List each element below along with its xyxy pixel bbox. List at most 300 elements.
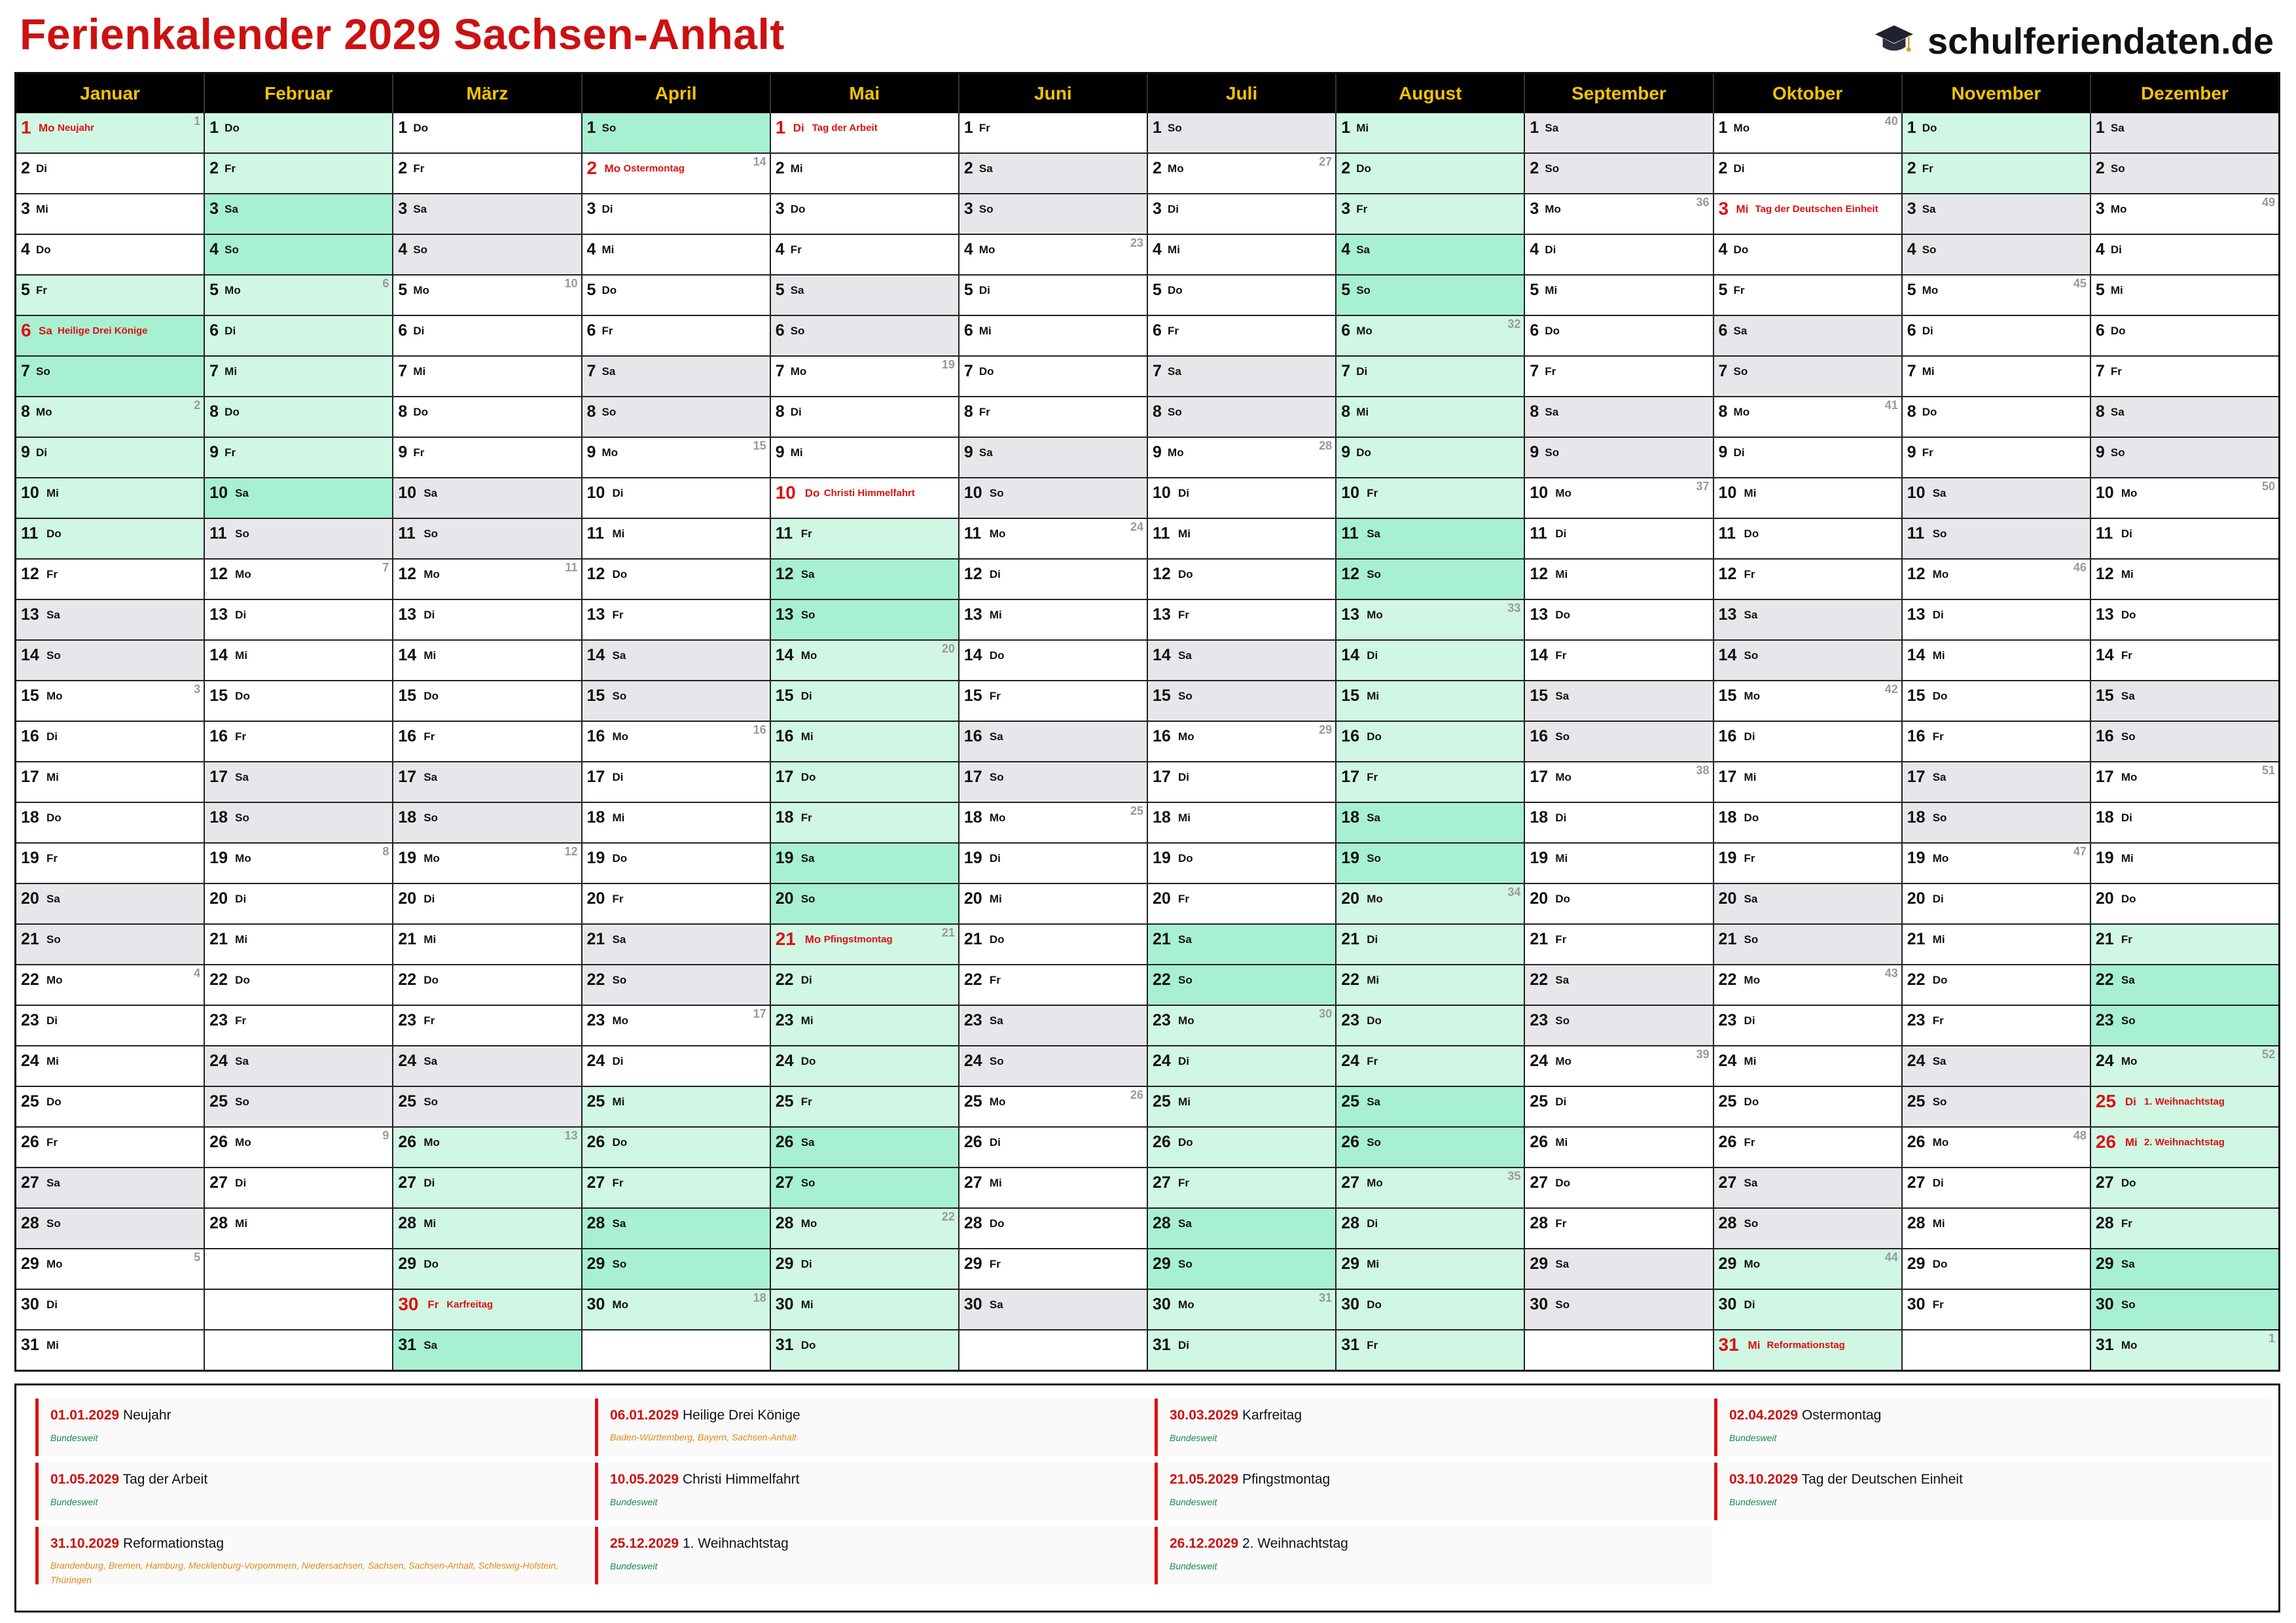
day-cell <box>16 1006 204 1046</box>
weekday-label: Mo <box>1367 893 1383 905</box>
legend-holiday-name: Christi Himmelfahrt <box>682 1472 800 1487</box>
day-cell <box>583 357 770 397</box>
week-number: 18 <box>753 1291 766 1304</box>
day-cell <box>1903 1128 2090 1168</box>
month-header: August <box>1336 74 1525 113</box>
day-number: 5 <box>1907 281 1916 299</box>
weekday-label: Fr <box>1168 325 1179 337</box>
weekday-label: Di <box>423 1177 435 1189</box>
page-title: Ferienkalender 2029 Sachsen-Anhalt <box>20 10 785 58</box>
day-cell <box>16 884 204 925</box>
day-cell <box>393 641 581 681</box>
day-cell <box>16 357 204 397</box>
day-number: 19 <box>21 849 39 867</box>
day-cell <box>1525 154 1712 194</box>
day-number: 17 <box>1907 768 1926 786</box>
day-number: 30 <box>2095 1295 2114 1313</box>
weekday-label: Di <box>36 446 47 459</box>
week-number: 5 <box>194 1251 201 1264</box>
day-cell <box>1903 397 2090 438</box>
day-number: 10 <box>586 484 605 502</box>
day-cell <box>583 397 770 438</box>
day-number: 24 <box>21 1052 39 1070</box>
day-cell <box>771 641 958 681</box>
day-cell <box>583 600 770 641</box>
day-cell <box>583 1006 770 1046</box>
weekday-label: Do <box>46 1096 62 1108</box>
legend-item <box>595 1527 1153 1584</box>
day-cell <box>960 1249 1147 1290</box>
day-cell <box>16 844 204 884</box>
day-cell <box>16 681 204 722</box>
day-cell <box>16 154 204 194</box>
day-cell <box>205 925 392 965</box>
weekday-label: Mo <box>978 243 996 256</box>
day-number: 24 <box>2095 1052 2114 1070</box>
day-cell <box>2091 560 2278 600</box>
day-number: 31 <box>1718 1334 1739 1355</box>
week-number: 47 <box>2073 845 2087 858</box>
weekday-label: Fr <box>800 527 812 540</box>
weekday-label: Sa <box>800 568 815 580</box>
day-number: 9 <box>1153 443 1162 461</box>
day-number: 30 <box>586 1295 605 1313</box>
day-number: 8 <box>775 402 785 421</box>
day-number: 17 <box>2095 768 2114 786</box>
day-cell <box>583 1046 770 1087</box>
month-header: April <box>583 74 771 113</box>
day-number: 18 <box>21 808 39 827</box>
month-header: November <box>1903 74 2091 113</box>
day-cell <box>205 965 392 1006</box>
day-cell <box>1525 478 1712 519</box>
day-cell <box>1148 397 1335 438</box>
day-cell <box>583 519 770 560</box>
weekday-label: Mo <box>235 1136 251 1149</box>
weekday-label: Do <box>978 365 994 378</box>
week-number: 22 <box>941 1210 955 1223</box>
day-number: 24 <box>1718 1052 1737 1070</box>
day-number: 27 <box>586 1173 605 1192</box>
day-number: 27 <box>209 1173 228 1192</box>
weekday-label: Fr <box>1932 1014 1944 1027</box>
day-cell <box>1903 600 2090 641</box>
day-number: 14 <box>1530 646 1549 664</box>
day-number: 1 <box>963 118 973 137</box>
day-cell <box>771 722 958 762</box>
day-cell <box>1525 681 1712 722</box>
day-number: 19 <box>1530 849 1549 867</box>
day-cell <box>393 560 581 600</box>
day-number: 8 <box>21 402 30 421</box>
weekday-label: So <box>413 243 428 256</box>
weekday-label: Mo <box>1178 730 1194 743</box>
weekday-label: Do <box>46 812 62 824</box>
day-cell <box>1714 844 1901 884</box>
day-cell <box>205 235 392 276</box>
day-number: 29 <box>963 1255 982 1273</box>
weekday-label: Mi <box>1168 243 1180 256</box>
weekday-label: Do <box>46 527 62 540</box>
weekday-label: Mo <box>989 527 1006 540</box>
day-cell <box>1525 316 1712 357</box>
weekday-label: Do <box>36 243 51 256</box>
weekday-label: Mi <box>1178 527 1191 540</box>
day-cell <box>16 1330 204 1370</box>
weekday-label: Mo <box>1178 1298 1194 1311</box>
week-number: 50 <box>2262 480 2276 493</box>
day-number: 28 <box>2095 1214 2114 1232</box>
day-number: 21 <box>1153 930 1171 948</box>
day-cell <box>1903 438 2090 478</box>
day-cell <box>205 884 392 925</box>
day-number: 13 <box>1341 605 1360 624</box>
day-cell <box>960 1006 1147 1046</box>
day-number: 14 <box>209 646 228 664</box>
day-number: 6 <box>1718 321 1728 340</box>
day-number: 6 <box>21 320 31 340</box>
day-cell <box>1714 965 1901 1006</box>
day-cell <box>960 1046 1147 1087</box>
day-cell <box>1148 276 1335 316</box>
week-number: 49 <box>2262 196 2276 209</box>
legend-scope: Bundesweit <box>50 1433 98 1443</box>
day-cell <box>393 600 581 641</box>
weekday-label: Sa <box>612 933 626 946</box>
day-number: 27 <box>775 1173 794 1192</box>
weekday-label: Sa <box>601 365 616 378</box>
day-number: 3 <box>1530 200 1539 218</box>
weekday-label: Mi <box>46 1055 59 1067</box>
week-number: 38 <box>1696 764 1710 777</box>
day-number: 4 <box>963 240 973 259</box>
day-number: 24 <box>963 1052 982 1070</box>
day-cell <box>2091 478 2278 519</box>
day-number: 1 <box>1907 118 1916 137</box>
weekday-label: Mo <box>1733 406 1750 418</box>
day-number: 28 <box>1718 1214 1737 1232</box>
weekday-label: Fr <box>413 162 425 175</box>
day-number: 10 <box>775 482 796 503</box>
day-cell <box>583 438 770 478</box>
weekday-label: Do <box>1178 1136 1193 1149</box>
day-cell <box>2091 154 2278 194</box>
day-cell <box>771 1168 958 1209</box>
weekday-label: Mo <box>46 1258 63 1270</box>
weekday-label: Mi <box>1367 974 1380 986</box>
day-cell <box>583 681 770 722</box>
day-cell <box>1714 600 1901 641</box>
day-number: 10 <box>1341 484 1360 502</box>
weekday-label: Mo <box>1178 1014 1194 1027</box>
weekday-label: Fr <box>790 243 802 256</box>
day-cell <box>960 681 1147 722</box>
weekday-label: Fr <box>46 1136 58 1149</box>
weekday-label: Mo <box>413 284 429 296</box>
day-cell <box>1336 316 1524 357</box>
weekday-label: Do <box>224 122 240 134</box>
weekday-label: Di <box>1545 243 1556 256</box>
weekday-label: Sa <box>2110 406 2125 418</box>
day-number: 6 <box>209 321 219 340</box>
weekday-label: So <box>2110 162 2125 175</box>
day-cell <box>771 884 958 925</box>
day-number: 20 <box>1718 889 1737 908</box>
week-number: 31 <box>1319 1291 1333 1304</box>
weekday-label: Fr <box>1367 1055 1378 1067</box>
holiday-name: Christi Himmelfahrt <box>823 488 915 499</box>
day-number: 11 <box>1718 524 1736 543</box>
day-cell <box>960 357 1147 397</box>
day-cell <box>1148 965 1335 1006</box>
day-number: 21 <box>775 929 796 949</box>
day-cell <box>205 397 392 438</box>
day-number: 20 <box>2095 889 2114 908</box>
day-cell <box>1148 600 1335 641</box>
day-cell <box>960 1128 1147 1168</box>
day-number: 8 <box>209 402 219 421</box>
day-number: 18 <box>2095 808 2114 827</box>
weekday-label: Di <box>2110 243 2122 256</box>
day-cell <box>1525 519 1712 560</box>
day-cell <box>1525 1290 1712 1330</box>
day-cell <box>1336 113 1524 154</box>
day-number: 2 <box>586 158 598 178</box>
legend-heading <box>1170 1536 1348 1552</box>
weekday-label: So <box>601 122 617 134</box>
day-cell <box>205 276 392 316</box>
weekday-label: Do <box>804 487 820 499</box>
day-number: 15 <box>1153 687 1171 705</box>
week-number: 24 <box>1130 520 1144 533</box>
day-cell <box>1714 1290 1901 1330</box>
weekday-label: Mi <box>235 649 248 662</box>
day-number: 18 <box>775 808 794 827</box>
legend-scope: Baden-Württemberg, Bayern, Sachsen-Anhalt <box>610 1432 797 1442</box>
day-cell <box>16 478 204 519</box>
week-number: 27 <box>1319 155 1333 168</box>
day-cell <box>960 276 1147 316</box>
weekday-label: Di <box>1367 649 1378 662</box>
day-number: 27 <box>21 1173 39 1192</box>
weekday-label: Mi <box>612 527 625 540</box>
weekday-label: Di <box>612 1055 624 1067</box>
weekday-label: Do <box>1178 568 1193 580</box>
day-number: 21 <box>586 930 605 948</box>
day-number: 9 <box>21 443 30 461</box>
day-cell <box>771 154 958 194</box>
day-cell <box>1714 641 1901 681</box>
day-number: 17 <box>398 768 417 786</box>
legend-scope: Bundesweit <box>1170 1433 1217 1443</box>
day-number: 30 <box>1341 1295 1360 1313</box>
weekday-label: Fr <box>224 162 236 175</box>
day-cell <box>771 438 958 478</box>
day-number: 26 <box>1341 1133 1360 1151</box>
weekday-label: Mi <box>612 812 625 824</box>
weekday-label: Fr <box>1932 730 1944 743</box>
day-number: 15 <box>586 687 605 705</box>
weekday-label: Mi <box>790 446 803 459</box>
weekday-label: Sa <box>989 730 1003 743</box>
day-number: 11 <box>1153 524 1170 543</box>
day-cell <box>1903 560 2090 600</box>
day-cell <box>1336 965 1524 1006</box>
day-number: 9 <box>209 443 219 461</box>
month-column <box>205 113 393 1370</box>
weekday-label: Di <box>46 1298 58 1311</box>
weekday-label: So <box>1178 690 1193 702</box>
day-cell <box>1525 397 1712 438</box>
weekday-label: Di <box>1932 893 1944 905</box>
week-number: 41 <box>1884 399 1898 412</box>
weekday-label: Mi <box>235 1217 248 1230</box>
day-number: 2 <box>2095 159 2105 177</box>
day-cell <box>1148 681 1335 722</box>
brand[interactable] <box>1874 14 2274 67</box>
day-cell <box>960 397 1147 438</box>
day-number: 19 <box>1718 849 1737 867</box>
weekday-label: Mo <box>423 1136 440 1149</box>
day-number: 22 <box>1153 971 1171 989</box>
day-number: 2 <box>1718 159 1728 177</box>
day-cell <box>16 925 204 965</box>
legend-heading <box>610 1472 799 1488</box>
weekday-label: Mo <box>612 1014 629 1027</box>
day-cell <box>1336 357 1524 397</box>
week-number: 29 <box>1319 723 1333 736</box>
day-cell <box>771 762 958 803</box>
weekday-label: Mi <box>800 1014 814 1027</box>
day-number: 2 <box>775 159 785 177</box>
weekday-label: Sa <box>423 1055 438 1067</box>
day-number: 3 <box>398 200 408 218</box>
day-cell <box>771 600 958 641</box>
weekday-label: Do <box>612 568 628 580</box>
week-number: 14 <box>753 155 766 168</box>
day-cell <box>1525 1168 1712 1209</box>
day-cell <box>205 1209 392 1249</box>
weekday-label: Mi <box>413 365 426 378</box>
day-number: 26 <box>1907 1133 1926 1151</box>
day-number: 29 <box>21 1255 39 1273</box>
day-number: 2 <box>398 159 408 177</box>
weekday-label: Sa <box>1178 649 1192 662</box>
weekday-label: Do <box>1555 893 1571 905</box>
weekday-label: So <box>612 690 627 702</box>
week-number: 1 <box>194 115 201 128</box>
day-number: 16 <box>1341 727 1360 745</box>
weekday-label: Fr <box>2121 1217 2132 1230</box>
day-number: 28 <box>775 1214 794 1232</box>
day-number: 14 <box>1153 646 1171 664</box>
day-cell <box>583 316 770 357</box>
legend-item <box>595 1463 1153 1520</box>
day-number: 12 <box>1907 565 1926 583</box>
day-cell <box>1714 194 1901 235</box>
day-number: 24 <box>586 1052 605 1070</box>
calendar-grid <box>14 72 2280 1372</box>
day-number: 16 <box>398 727 417 745</box>
weekday-label: Fr <box>427 1298 439 1311</box>
weekday-label: Di <box>235 1177 247 1189</box>
legend-heading <box>1729 1472 1963 1488</box>
week-number: 6 <box>382 277 389 290</box>
day-cell <box>1525 194 1712 235</box>
day-number: 18 <box>398 808 417 827</box>
day-number: 27 <box>1718 1173 1737 1192</box>
day-cell <box>1336 1330 1524 1370</box>
weekday-label: Do <box>1744 527 1759 540</box>
weekday-label: Mo <box>1356 325 1372 337</box>
day-cell <box>583 641 770 681</box>
day-number: 15 <box>2095 687 2114 705</box>
weekday-label: So <box>612 974 627 986</box>
weekday-label: Sa <box>978 446 993 459</box>
weekday-label: Do <box>423 974 439 986</box>
weekday-label: So <box>2121 1298 2136 1311</box>
day-cell <box>1714 397 1901 438</box>
weekday-label: Sa <box>1932 771 1946 783</box>
month-header: Dezember <box>2141 83 2229 103</box>
weekday-label: Di <box>1555 527 1567 540</box>
day-number: 6 <box>963 321 973 340</box>
weekday-label: Fr <box>1932 1298 1944 1311</box>
day-cell <box>1525 844 1712 884</box>
day-cell <box>16 600 204 641</box>
week-number: 25 <box>1130 804 1144 817</box>
week-number: 40 <box>1884 115 1898 128</box>
day-cell <box>2091 1087 2278 1128</box>
month-column <box>393 113 582 1370</box>
legend-heading <box>610 1408 800 1423</box>
weekday-label: Sa <box>2121 690 2135 702</box>
month-header: Juli <box>1148 74 1336 113</box>
legend-heading <box>50 1536 224 1552</box>
weekday-label: Do <box>235 974 250 986</box>
day-number: 4 <box>209 240 219 259</box>
legend-holiday-name: Tag der Arbeit <box>122 1472 208 1487</box>
day-cell <box>1903 884 2090 925</box>
day-number: 27 <box>1530 1173 1549 1192</box>
day-cell <box>960 722 1147 762</box>
weekday-label: Di <box>1367 1217 1378 1230</box>
day-number: 25 <box>209 1092 228 1111</box>
weekday-label: So <box>800 893 816 905</box>
day-cell <box>393 925 581 965</box>
day-number: 5 <box>209 281 219 299</box>
legend-item <box>1714 1399 2272 1456</box>
day-number: 30 <box>775 1295 794 1313</box>
day-cell <box>1525 1046 1712 1087</box>
day-number: 18 <box>1530 808 1549 827</box>
weekday-label: Do <box>1744 812 1759 824</box>
weekday-label: Sa <box>423 771 438 783</box>
legend-heading <box>1170 1408 1302 1423</box>
day-number: 15 <box>1530 687 1549 705</box>
week-number: 51 <box>2262 764 2276 777</box>
weekday-label: Sa <box>2121 974 2135 986</box>
day-cell <box>1714 316 1901 357</box>
weekday-label: Mo <box>36 406 52 418</box>
weekday-label: Sa <box>1356 243 1370 256</box>
day-number: 7 <box>1718 362 1728 380</box>
month-header: September <box>1525 74 1713 113</box>
day-number: 17 <box>21 768 39 786</box>
weekday-label: Di <box>1178 771 1190 783</box>
day-cell <box>771 519 958 560</box>
day-number: 2 <box>963 159 973 177</box>
